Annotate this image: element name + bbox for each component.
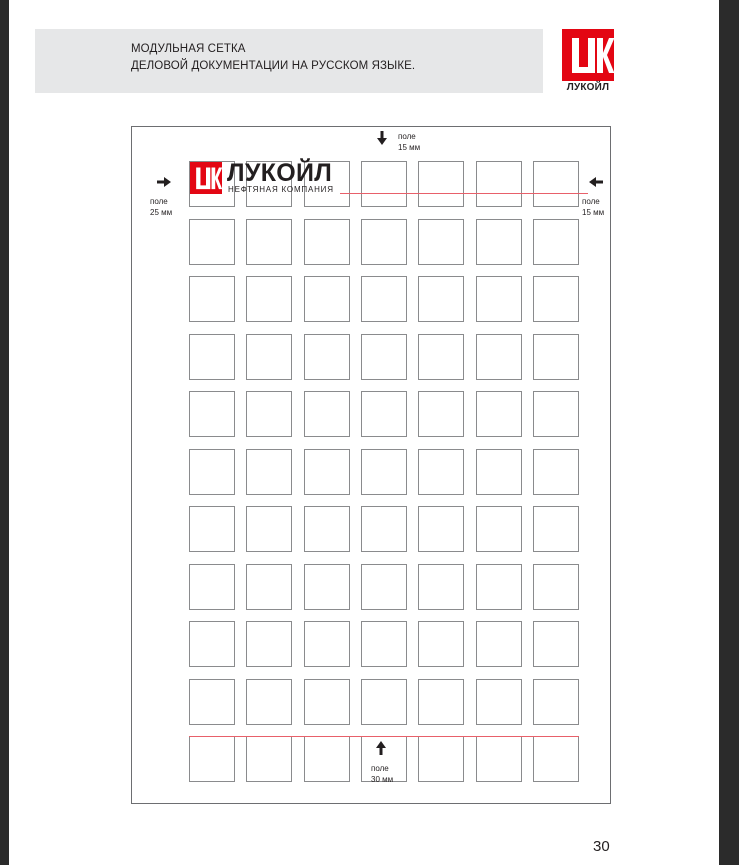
grid-cell (361, 334, 407, 380)
grid-cell (246, 564, 292, 610)
left-margin-caption: поле (150, 197, 168, 206)
grid-cell (476, 736, 522, 782)
right-margin-label (582, 196, 604, 218)
grid-cell (476, 391, 522, 437)
grid-cell (476, 449, 522, 495)
grid-cell (361, 564, 407, 610)
grid-cell (361, 161, 407, 207)
grid-cell (476, 219, 522, 265)
grid-cell (533, 564, 579, 610)
logo-guide-line (340, 193, 588, 194)
lukoil-logo-icon (190, 162, 222, 194)
grid-cell (361, 391, 407, 437)
grid-cell (189, 736, 235, 782)
grid-cell (533, 679, 579, 725)
grid-cell (246, 334, 292, 380)
page-number: 30 (593, 838, 610, 855)
grid-cell (476, 564, 522, 610)
grid-cell (304, 506, 350, 552)
grid-cell (304, 449, 350, 495)
grid-cell (533, 621, 579, 667)
grid-cell (533, 736, 579, 782)
document-logo-tagline: НЕФТЯНАЯ КОМПАНИЯ (228, 185, 334, 194)
grid-cell (304, 564, 350, 610)
grid-cell (476, 276, 522, 322)
grid-cell (418, 391, 464, 437)
bottom-margin-caption: поле (371, 764, 389, 773)
grid-cell (189, 391, 235, 437)
arrow-down-icon (377, 131, 387, 145)
grid-cell (304, 219, 350, 265)
grid-cell (304, 334, 350, 380)
grid-cell (476, 679, 522, 725)
bottom-guide-line (189, 736, 579, 737)
grid-cell (189, 679, 235, 725)
grid-cell (533, 161, 579, 207)
grid-cell (418, 219, 464, 265)
top-margin-caption: поле (398, 132, 416, 141)
grid-cell (189, 506, 235, 552)
brand-logo (562, 29, 614, 97)
grid-cell (418, 506, 464, 552)
grid-cell (304, 621, 350, 667)
grid-cell (246, 219, 292, 265)
grid-cell (361, 506, 407, 552)
lukoil-logo-icon (562, 29, 614, 81)
grid-cell (361, 621, 407, 667)
grid-cell (189, 219, 235, 265)
grid-cell (418, 621, 464, 667)
grid-cell (533, 334, 579, 380)
bottom-margin-label (371, 763, 393, 785)
document-sheet (131, 126, 611, 804)
page-title (131, 41, 511, 75)
grid-cell (418, 679, 464, 725)
arrow-right-icon (157, 177, 171, 187)
arrow-up-icon (376, 741, 386, 755)
document-page (9, 0, 719, 865)
grid-cell (304, 679, 350, 725)
grid-cell (361, 449, 407, 495)
grid-cell (246, 276, 292, 322)
right-margin-value: 15 мм (582, 208, 605, 217)
grid-cell (246, 506, 292, 552)
grid-cell (418, 334, 464, 380)
grid-cell (533, 449, 579, 495)
grid-cell (189, 621, 235, 667)
grid-cell (361, 219, 407, 265)
grid-cell (361, 276, 407, 322)
left-margin-label (150, 196, 172, 218)
top-margin-label (398, 131, 420, 153)
arrow-left-icon (589, 177, 603, 187)
grid-cell (246, 621, 292, 667)
document-logo-wordmark: ЛУКОЙЛ (227, 159, 333, 187)
grid-cell (476, 621, 522, 667)
grid-cell (246, 449, 292, 495)
document-logo (190, 159, 350, 198)
grid-cell (246, 736, 292, 782)
grid-cell (418, 736, 464, 782)
grid-cell (418, 276, 464, 322)
bottom-margin-value: 30 мм (371, 775, 394, 784)
grid-cell (533, 219, 579, 265)
grid-cell (189, 449, 235, 495)
grid-cell (304, 276, 350, 322)
header-band (35, 29, 543, 93)
grid-cell (418, 161, 464, 207)
grid-cell (533, 506, 579, 552)
grid-cell (304, 736, 350, 782)
grid-cell (361, 679, 407, 725)
title-line-1: МОДУЛЬНАЯ СЕТКА (131, 43, 246, 55)
right-margin-caption: поле (582, 197, 600, 206)
grid-cell (476, 334, 522, 380)
grid-cell (533, 391, 579, 437)
title-line-2: ДЕЛОВОЙ ДОКУМЕНТАЦИИ НА РУССКОМ ЯЗЫКЕ. (131, 60, 416, 72)
grid-cell (189, 334, 235, 380)
left-margin-value: 25 мм (150, 208, 173, 217)
brand-logo-text: ЛУКОЙЛ (566, 82, 610, 93)
grid-cell (476, 506, 522, 552)
top-margin-value: 15 мм (398, 143, 421, 152)
grid-cell (533, 276, 579, 322)
grid-cell (304, 391, 350, 437)
grid-cell (418, 449, 464, 495)
grid-cell (246, 391, 292, 437)
grid-cell (418, 564, 464, 610)
grid-cell (189, 564, 235, 610)
grid-cell (189, 276, 235, 322)
grid-cell (246, 679, 292, 725)
grid-cell (476, 161, 522, 207)
